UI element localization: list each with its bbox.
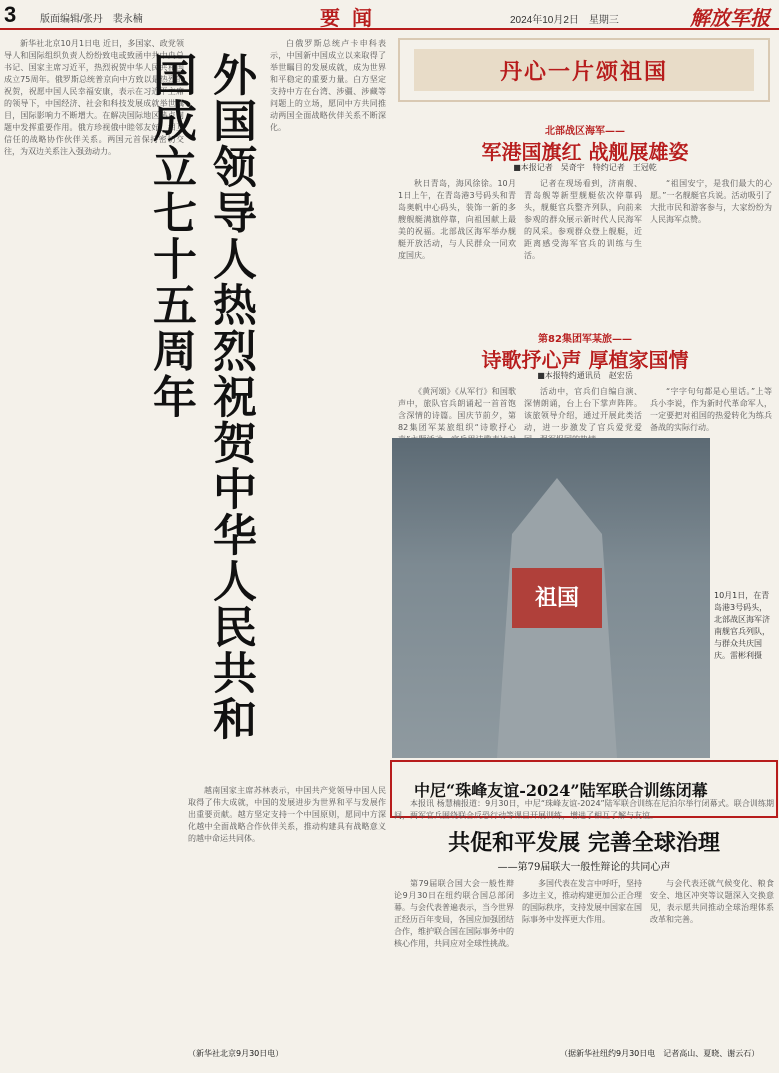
left-article-footer: （新华社北京9月30日电） [188,1049,284,1058]
story1-headline: 军港国旗红 战舰展雄姿 [481,140,689,164]
story2-body-1: 《黄河颂》《从军行》和国歌声中，旅队官兵朗诵起一首首饱含深情的诗篇。国庆节前夕，第82集团军某旅组织“诗歌抒心 [398,387,516,432]
story2-col2 [524,386,642,434]
redbox-body-wrap [394,784,774,820]
left-article-body-1: 新华社北京10月1日电 近日，多国家、政党领导人和国际组织负责人纷纷致电或致函中共中央总书记、国家主席习近平，热烈祝贺中华人民共和国成立75周年。俄罗斯总统普京向中方致以最热烈的祝贺，祝愿中国人民幸福安康，表示在习近平主席的领导下，中国经济、社会和科技发展成就举世瞩目，国际影响力不断增大。在解决国际地区热点问题中发挥重要作用。俄方珍视俄中睦邻友好、相互信任的战略协作伙伴关系。两国元首保持密切交往，为双边关系注入强劲动力。 [4,39,184,156]
story2-headline: 诗歌抒心声 厚植家国情 [481,348,689,372]
story3-body-2: 多国代表在发言中呼吁，坚持多边主义，推动构建更加公正合理的国际秩序，支持发展中国家在国际事务中发挥更大作用。 [522,879,642,924]
story1-col1 [398,178,516,322]
deck-formation [512,568,602,628]
banner-title: 丹心一片颂祖国 [414,49,754,91]
masthead [0,0,779,30]
story3-body-1: 第79届联合国大会一般性辩论9月30日在纽约联合国总部闭幕。与会代表普遍表示，当今世界正经历百年变局，各国应加强团结合作，维护联合国在国际事务中的核心作用，共同应对全球性挑战。 [394,879,514,948]
page-editors: 版面编辑/张丹 裴永楠 [40,14,143,25]
story2-col3 [650,386,772,434]
page-number: 3 [4,2,17,27]
section-title: 要闻 [320,6,384,30]
left-article-col3 [188,785,386,1045]
story3-col1 [394,878,514,1048]
newspaper-logo: 解放军报 [690,6,770,30]
story3-body-3: 与会代表还就气候变化、粮食安全、地区冲突等议题深入交换意见，表示愿共同推动全球治理体系改革和完善。 [650,879,774,924]
story1-kicker: 北部战区海军—— [545,126,625,137]
story3-subhead: ——第79届联大一般性辩论的共同心声 [497,862,671,873]
left-article-headline: 外国领导人热烈祝贺中华人民共和国成立七十五周年 [145,52,256,742]
story2-body-3: “字字句句都是心里话。”上等兵小李说，作为新时代革命军人，一定要把对祖国的热爱转化为练兵备战的实际行动。 [650,387,772,432]
story1-body-1: 秋日青岛，海风徐徐。10月1日上午，在青岛港3号码头和青岛奥帆中心码头，装饰一新的多艘舰艇满旗停靠，向祖国献上最美的祝福。北部战区海军举办舰艇开放活动，与人民群众一同欢度国庆。 [398,179,516,260]
highlight-box-title: 中尼“珠峰友谊-2024”陆军联合训练闭幕 [414,781,708,800]
story2-kicker: 第82集团军某旅—— [538,334,632,345]
story1-body-3: “祖国安宁，是我们最大的心愿。”一名舰艇官兵说。活动吸引了大批市民和游客参与，大家纷纷为人民海军点赞。 [650,179,772,224]
story2-body-2: 活动中，官兵们自编自演、深情朗诵，台上台下掌声阵阵。该旅领导介绍，通过开展此类活动，进一步激发了官兵爱党爱 [524,387,642,432]
story2-col1 [398,386,516,434]
story1-col2 [524,178,642,322]
redbox-body: 本报讯 杨慧楠报道：9月30日，中尼“珠峰友谊-2024”陆军联合训练在尼泊尔举行闭幕式。联合训练期间，两军官兵围绕联合反恐行动等课目开展训练，增进了相互了解与友谊。 [394,799,774,820]
left-article-col2 [270,38,386,763]
story3-col2 [522,878,642,1048]
story1-byline: ■本报记者 吴奇宇 特约记者 王冠乾 [513,163,657,172]
deck-formation-text: 祖国 [534,585,579,611]
feature-banner [398,38,770,102]
story3-headline: 共促和平发展 完善全球治理 [448,830,720,856]
left-article-body-3: 越南国家主席苏林表示，中国共产党领导中国人民取得了伟大成就，中国的发展进步为世界和平与发展作出重要贡献。越方坚定支持一个中国原则，愿同中方深化越中全面战略合作伙伴关系，推动构建具有战略意义的越中命运共同体。 [188,786,386,843]
photo-caption: 10月1日，在青岛港3号码头，北部战区海军济南舰官兵列队，与群众共庆国庆。雷彬利摄 [714,591,770,660]
story2-byline: ■本报特约通讯员 赵宏岳 [537,371,633,380]
story1-body-2: 记者在现场看到，济南舰、青岛舰等新型舰艇依次停靠码头，舰艇官兵整齐列队，向前来参观的群众展示新时代人民海军的风采。参观群众登上舰艇，近距离感受海军官兵的训练与生活。 [524,179,642,260]
story3-col3 [650,878,774,1048]
news-photo [392,438,710,758]
story3-footer: （据新华社纽约9月30日电 记者高山、夏晓、谢云石） [560,1049,760,1058]
story1-col3 [650,178,772,322]
left-article-body-2: 白俄罗斯总统卢卡申科表示，中国新中国成立以来取得了举世瞩目的发展成就，成为世界和平稳定的重要力量。白方坚定支持中方在台湾、涉疆、涉藏等问题上的立场，愿同中方共同推动两国全面战略伙伴关系不断深化。 [270,39,386,132]
issue-date: 2024年10月2日 星期三 [510,15,619,26]
